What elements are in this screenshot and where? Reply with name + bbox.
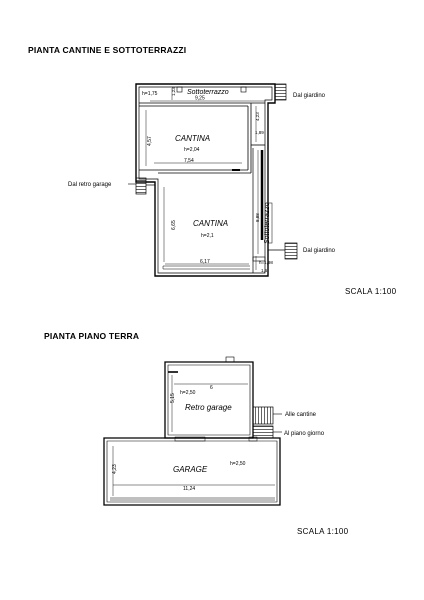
retro-garage-depth: 5,15 bbox=[170, 393, 176, 403]
cantina-upper-name: CANTINA bbox=[175, 134, 211, 143]
garage-height: h=2,50 bbox=[230, 461, 246, 467]
cantina-lower-name: CANTINA bbox=[193, 219, 229, 228]
sottoterrazzo-side-name: Sottoterrazzo bbox=[264, 202, 271, 244]
cantina-upper-depth: 4,57 bbox=[147, 136, 153, 146]
retro-garage-height: h=2,50 bbox=[180, 390, 196, 396]
stairs-al-piano-giorno bbox=[253, 426, 273, 438]
garage-width: 11,24 bbox=[183, 486, 196, 492]
stairs-dal-retro-garage bbox=[136, 178, 146, 194]
stairs-dal-giardino-top bbox=[275, 84, 286, 100]
label-dal-giardino-top: Dal giardino bbox=[293, 93, 326, 99]
plan-top-dimensions bbox=[146, 88, 265, 270]
sottoterrazzo-side-height: h=1,98 bbox=[259, 260, 273, 265]
sottoterrazzo-side-length: 8,88 bbox=[255, 213, 260, 222]
cantina-upper-height: h=2,04 bbox=[184, 147, 200, 153]
cantina-lower-depth: 6,65 bbox=[171, 220, 177, 230]
label-al-piano-giorno: Al piano giorno bbox=[284, 431, 325, 437]
label-dal-giardino-bottom: Dal giardino bbox=[303, 248, 336, 254]
cantina-lower-width: 6,17 bbox=[200, 259, 210, 265]
retro-garage-name: Retro garage bbox=[185, 403, 232, 412]
stairs-dal-giardino-bottom bbox=[285, 243, 297, 259]
plan-bottom bbox=[104, 357, 282, 505]
label-alle-cantine: Alle cantine bbox=[285, 412, 317, 418]
plan-bottom-scale: SCALA 1:100 bbox=[297, 527, 349, 536]
dim-right-mid: 1,89 bbox=[255, 130, 264, 135]
sottoterrazzo-top-name: Sottoterrazzo bbox=[187, 89, 229, 96]
cantina-upper-width: 7,54 bbox=[184, 158, 194, 164]
sottoterrazzo-side-width: 1,6 bbox=[261, 268, 268, 273]
garage-name: GARAGE bbox=[173, 465, 208, 474]
retro-garage-width: 6 bbox=[210, 385, 213, 391]
plan-bottom-title: PIANTA PIANO TERRA bbox=[44, 331, 140, 341]
stairs-alle-cantine bbox=[253, 407, 273, 424]
garage-depth: 4,23 bbox=[112, 464, 118, 474]
dim-right-top: 4,23 bbox=[255, 112, 260, 121]
sottoterrazzo-top-height: h=1,75 bbox=[142, 91, 158, 97]
label-dal-retro-garage: Dal retro garage bbox=[68, 182, 112, 188]
sottoterrazzo-top-width: 9,25 bbox=[195, 95, 205, 102]
plan-top bbox=[128, 84, 297, 276]
plan-top-scale: SCALA 1:100 bbox=[345, 287, 397, 296]
sottoterrazzo-top-depth: 1,23 bbox=[171, 87, 176, 96]
plan-top-title: PIANTA CANTINE E SOTTOTERRAZZI bbox=[28, 45, 187, 55]
cantina-lower-height: h=2,1 bbox=[201, 233, 214, 239]
